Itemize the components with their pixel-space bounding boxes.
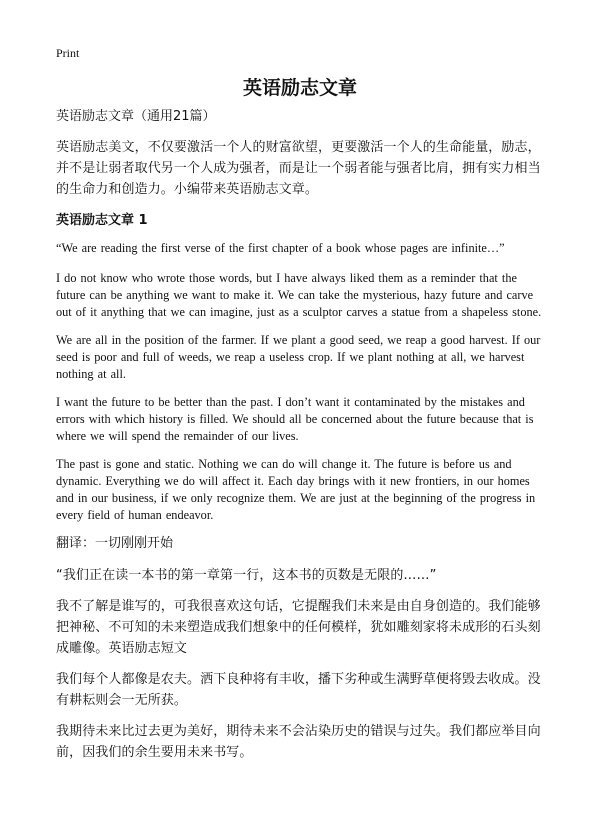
chinese-quote: “我们正在读一本书的第一章第一行，这本书的页数是无限的……” (56, 568, 437, 583)
english-paragraph: We are all in the position of the farmer. If we plant a good seed, we reap a good harvest. If our seed is poor and full of weeds, we reap a useless crop. If we plant nothing at all, we harvest nothing at all. (56, 333, 541, 381)
english-paragraph: I do not know who wrote those words, but I have always liked them as a reminder that the future can be anything we want to make it. We can take the mysterious, hazy future and carve out of it anything that we can imagine, just as a sculptor carves a statue from a shapeless stone. (56, 271, 542, 319)
chinese-paragraph: 我期待未来比过去更为美好，期待未来不会沾染历史的错误与过失。我们都应举目向前，因我们的余生要用未来书写。 (56, 724, 541, 760)
english-paragraph: I want the future to be better than the past. I don’t want it contaminated by the mistakes and errors with which history is filled. We should all be concerned about the future because that is where we will spend the remainder of our lives. (56, 395, 534, 443)
english-paragraph: The past is gone and static. Nothing we can do will change it. The future is before us and dynamic. Everything we do will affect it. Each day brings with it new frontiers, in our homes and in our business, if we only recognize them. We are just at the beginning of the progress in every field of human endeavor. (56, 457, 536, 522)
translation-label: 翻译：一切刚刚开始 (56, 536, 174, 551)
document-subtitle: 英语励志文章（通用21篇） (56, 109, 216, 124)
chinese-paragraph: 我不了解是谁写的，可我很喜欢这句话，它提醒我们未来是由自身创造的。我们能够把神秘、不可知的未来塑造成我们想象中的任何模样，犹如雕刻家将未成形的石头刻成雕像。英语励志短文 (56, 599, 541, 656)
page-title: 英语励志文章 (242, 77, 357, 99)
section-heading: 英语励志文章 1 (56, 213, 148, 228)
chinese-paragraph: 我们每个人都像是农夫。洒下良种将有丰收，播下劣种或生满野草便将毁去收成。没有耕耘则会一无所获。 (56, 672, 541, 708)
print-link[interactable]: Print (56, 46, 80, 60)
english-quote: “We are reading the first verse of the first chapter of a book whose pages are infinite…” (56, 241, 505, 255)
intro-paragraph: 英语励志美文，不仅要激活一个人的财富欲望，更要激活一个人的生命能量，励志，并不是让弱者取代另一个人成为强者，而是让一个弱者能与强者比肩，拥有实力相当的生命力和创造力。小编带来英语励志文章。 (56, 140, 541, 197)
